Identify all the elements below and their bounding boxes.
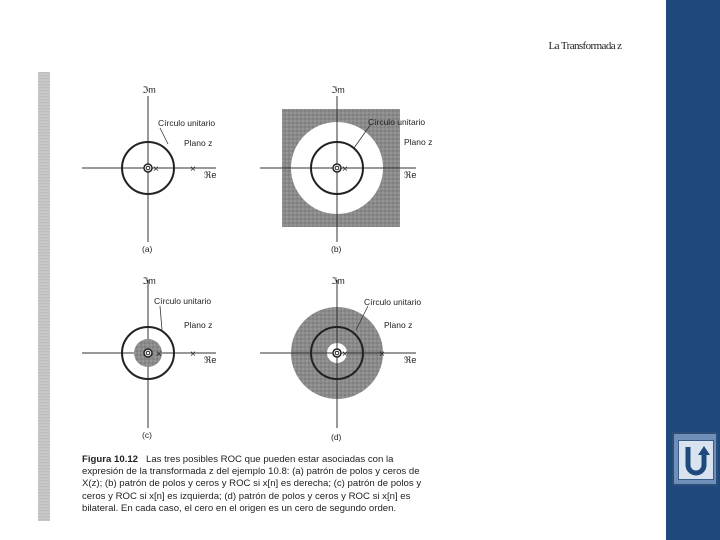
- leader-line: [160, 128, 168, 144]
- im-axis-label: ℑm: [331, 85, 345, 95]
- z-plane-label: Plano z: [404, 137, 433, 147]
- re-axis-label: ℜe: [204, 170, 217, 180]
- pole-marker: ×: [379, 349, 385, 360]
- im-axis-label: ℑm: [142, 85, 156, 95]
- re-axis-label: ℜe: [204, 355, 217, 365]
- im-axis-label: ℑm: [331, 276, 345, 286]
- return-button[interactable]: [672, 432, 718, 486]
- zero-marker: [144, 349, 152, 357]
- zero-marker: [144, 164, 152, 172]
- figure-caption: [82, 454, 422, 515]
- panel-d-label: (d): [331, 432, 342, 442]
- panel-b-label: (b): [331, 244, 342, 254]
- figure-number: Figura 10.12: [82, 454, 138, 465]
- unit-circle-label: Círculo unitario: [364, 297, 422, 307]
- pole-marker: ×: [190, 349, 196, 360]
- unit-circle-label: Círculo unitario: [154, 296, 212, 306]
- pole-marker: ×: [156, 349, 162, 360]
- panel-c: [82, 276, 216, 440]
- leader-line: [160, 306, 162, 330]
- im-axis-label: ℑm: [142, 276, 156, 286]
- slide-title: La Transformada z: [548, 40, 622, 52]
- figure-diagrams: [38, 72, 442, 452]
- z-plane-label: Plano z: [184, 138, 213, 148]
- panel-a: [82, 85, 216, 254]
- unit-circle-label: Círculo unitario: [368, 117, 426, 127]
- re-axis-label: ℜe: [404, 170, 417, 180]
- pole-marker: ×: [342, 164, 348, 175]
- unit-circle-label: Círculo unitario: [158, 118, 216, 128]
- pole-marker: ×: [342, 349, 348, 360]
- pole-marker: ×: [190, 164, 196, 175]
- panel-b: [260, 85, 432, 254]
- panel-c-label: (c): [142, 430, 152, 440]
- caption-text: Las tres posibles ROC que pueden estar asociadas con la expresión de la transformada z del ejemplo 10.8: (a) patrón de polos y ceros de X(z); (b) patrón de polos y ceros y ROC si x[n] es derecha; (c) patrón de polos y ceros y ROC si x[n] es izquierda; (d) patrón de polos y ceros y ROC si x[n] es bilateral. En cada caso, el cero en el origen es un cero de segundo orden.: [82, 454, 422, 514]
- zero-marker: [333, 164, 341, 172]
- re-axis-label: ℜe: [404, 355, 417, 365]
- return-arrow-icon: [679, 441, 713, 479]
- panel-d: [260, 276, 421, 442]
- z-plane-label: Plano z: [184, 320, 213, 330]
- pole-marker: ×: [153, 164, 159, 175]
- zero-marker: [333, 349, 341, 357]
- z-plane-label: Plano z: [384, 320, 413, 330]
- panel-a-label: (a): [142, 244, 153, 254]
